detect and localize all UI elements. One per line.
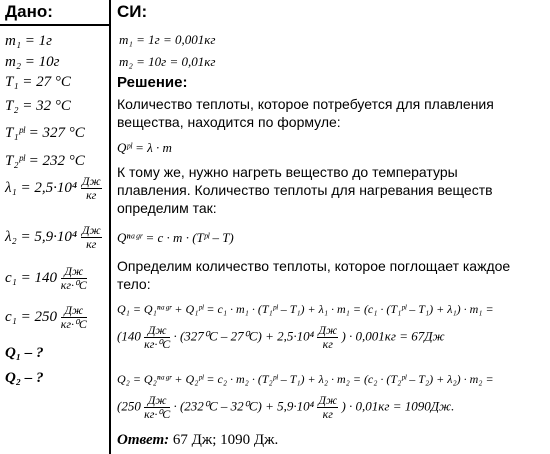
answer-text: 67 Дж; 1090 Дж.	[169, 432, 279, 448]
given-heading: Дано:	[5, 2, 53, 21]
answer	[117, 432, 278, 449]
given-c2	[5, 304, 87, 331]
given-Q2: Q₂ – ?	[5, 370, 44, 386]
unit-num: Дж	[318, 393, 338, 407]
solution-p2-line1: К тому же, нужно нагреть вещество до температуры	[117, 164, 458, 180]
solution-heading: Решение:	[117, 74, 188, 91]
unit-num: Дж	[61, 265, 87, 279]
given-underline	[0, 24, 110, 26]
c2-unit	[61, 304, 87, 331]
c1-lhs: c₁ = 140	[5, 269, 57, 286]
unit-num: Дж	[318, 323, 338, 337]
q2-derivation: Q₂ = Q₂ⁿᵃᵍʳ + Q₂ᵖˡ = c₂ · m₂ · (T₂ᵖˡ – T₁) + λ₂ · m₂ = (c₂ · (T₂ᵖˡ – T₂) + λ₂) · m₂ =	[117, 372, 494, 386]
unit-den: кг	[86, 237, 97, 251]
given-T1: T₁ = 27 °C	[5, 74, 71, 90]
given-c1	[5, 265, 87, 292]
lambda2-unit	[81, 224, 102, 251]
formula-melting: Qᵖˡ = λ · m	[117, 140, 172, 155]
unit-den: кг·⁰C	[144, 337, 171, 351]
unit-num: Дж	[144, 324, 170, 338]
given-T2pl: T₂ᵖˡ = 232 °C	[5, 153, 85, 169]
formula-heating: Qⁿᵃᵍʳ = c · m · (Tᵖˡ – T)	[117, 230, 234, 245]
c1-unit	[61, 265, 87, 292]
unit-den: кг	[322, 407, 333, 421]
q2-lambda-unit	[317, 394, 338, 421]
solution-p2-line3: определим так:	[117, 200, 217, 216]
si-m1: m₁ = 1г = 0,001кг	[119, 32, 216, 47]
q2-result: ) · 0,01кг = 1090Дж.	[341, 398, 455, 414]
q1-derivation: Q₁ = Q₁ⁿᵃᵍʳ + Q₁ᵖˡ = c₁ · m₁ · (T₁ᵖˡ – T₁) + λ₁ · m₁ = (c₁ · (T₁ᵖˡ – T₁) + λ₁) · m₁ =	[117, 302, 494, 316]
unit-num: Дж	[61, 304, 87, 318]
column-divider	[109, 0, 111, 454]
unit-den: кг·⁰C	[60, 278, 87, 292]
lambda1-lhs: λ₁ = 2,5·10⁴	[5, 179, 78, 196]
solution-p2-line2: плавления. Количество теплоты для нагревания веществ	[117, 182, 493, 198]
q2-computation	[117, 394, 454, 421]
solution-p1-line1: Количество теплоты, которое потребуется для плавления	[117, 96, 494, 112]
q1-lambda-unit	[317, 324, 338, 351]
q1-open: (140	[117, 328, 141, 344]
unit-den: кг·⁰C	[60, 317, 87, 331]
unit-den: кг·⁰C	[144, 407, 171, 421]
unit-num: Дж	[81, 174, 101, 188]
given-Q1: Q₁ – ?	[5, 345, 44, 361]
c2-lhs: c₁ = 250	[5, 308, 57, 325]
q2-c-unit	[144, 394, 170, 421]
unit-num: Дж	[144, 394, 170, 408]
solution-p3-line2: тело:	[117, 276, 151, 292]
given-lambda2	[5, 224, 102, 251]
q1-result: ) · 0,001кг = 67Дж	[341, 328, 445, 344]
given-m2: m₂ = 10г	[5, 54, 60, 70]
lambda1-unit	[81, 175, 102, 202]
si-heading: СИ:	[117, 2, 148, 21]
solution-p3-line1: Определим количество теплоты, которое поглощает каждое	[117, 258, 511, 274]
q1-middle: · (327⁰C – 27⁰C) + 2,5·10⁴	[173, 328, 315, 344]
q1-c-unit	[144, 324, 170, 351]
q2-middle: · (232⁰C – 32⁰C) + 5,9·10⁴	[173, 398, 315, 414]
unit-num: Дж	[81, 223, 101, 237]
solution-p1-line2: вещества, находится по формуле:	[117, 114, 341, 130]
given-m1: m₁ = 1г	[5, 33, 53, 49]
given-lambda1	[5, 175, 102, 202]
unit-den: кг	[322, 337, 333, 351]
q2-open: (250	[117, 398, 141, 414]
given-T2: T₂ = 32 °C	[5, 98, 71, 114]
answer-label: Ответ:	[117, 432, 170, 448]
q1-computation	[117, 324, 445, 351]
given-T1pl: T₁ᵖˡ = 327 °C	[5, 125, 85, 141]
si-m2: m₂ = 10г = 0,01кг	[119, 54, 216, 69]
unit-den: кг	[86, 188, 97, 202]
lambda2-lhs: λ₂ = 5,9·10⁴	[5, 228, 78, 245]
